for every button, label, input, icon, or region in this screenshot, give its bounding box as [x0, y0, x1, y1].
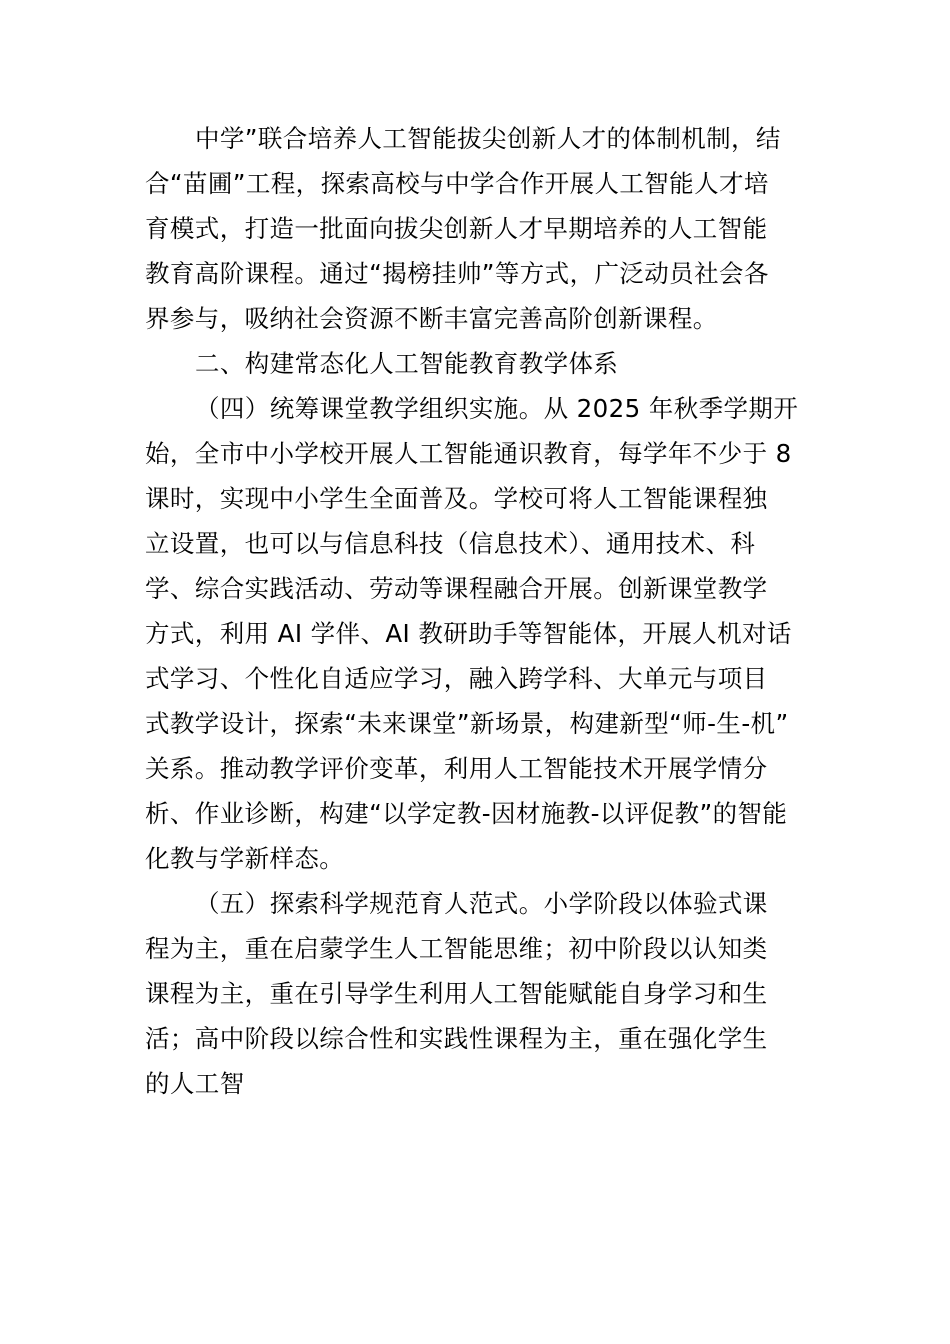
text-line: 析、作业诊断，构建“以学定教-因材施教-以评促教”的智能 [145, 799, 788, 828]
text-line: 立设置，也可以与信息科技（信息技术）、通用技术、科 [145, 529, 756, 558]
text-line: 化教与学新样态。 [145, 844, 345, 873]
text-line: 式教学设计，探索“未来课堂”新场景，构建新型“师-生-机” [145, 709, 789, 738]
text-line: 关系。推动教学评价变革，利用人工智能技术开展学情分 [145, 754, 768, 783]
text-line: 活；高中阶段以综合性和实践性课程为主，重在强化学生 [145, 1024, 768, 1053]
text-line: 学、综合实践活动、劳动等课程融合开展。创新课堂教学 [145, 574, 768, 603]
text-line: 界参与，吸纳社会资源不断丰富完善高阶创新课程。 [145, 304, 718, 333]
body-text [145, 116, 807, 1106]
text-line: 课时，实现中小学生全面普及。学校可将人工智能课程独 [145, 484, 768, 513]
text-line: （五）探索科学规范育人范式。小学阶段以体验式课 [195, 889, 768, 918]
text-line: 育模式，打造一批面向拔尖创新人才早期培养的人工智能 [145, 214, 768, 243]
text-line: 的人工智 [145, 1069, 245, 1098]
text-line: 程为主，重在启蒙学生人工智能思维；初中阶段以认知类 [145, 934, 768, 963]
text-line: 教育高阶课程。通过“揭榜挂帅”等方式，广泛动员社会各 [145, 259, 769, 288]
text-line: 课程为主，重在引导学生利用人工智能赋能自身学习和生 [145, 979, 768, 1008]
text-line: 始，全市中小学校开展人工智能通识教育，每学年不少于 8 [145, 439, 792, 468]
text-line: 二、构建常态化人工智能教育教学体系 [195, 349, 619, 378]
text-line: 方式，利用 AI 学伴、AI 教研助手等智能体，开展人机对话 [145, 619, 792, 648]
text-line: （四）统筹课堂教学组织实施。从 2025 年秋季学期开 [195, 394, 799, 423]
text-line: 式学习、个性化自适应学习，融入跨学科、大单元与项目 [145, 664, 768, 693]
text-line: 中学”联合培养人工智能拔尖创新人才的体制机制，结 [195, 124, 781, 153]
text-line: 合“苗圃”工程，探索高校与中学合作开展人工智能人才培 [145, 169, 769, 198]
